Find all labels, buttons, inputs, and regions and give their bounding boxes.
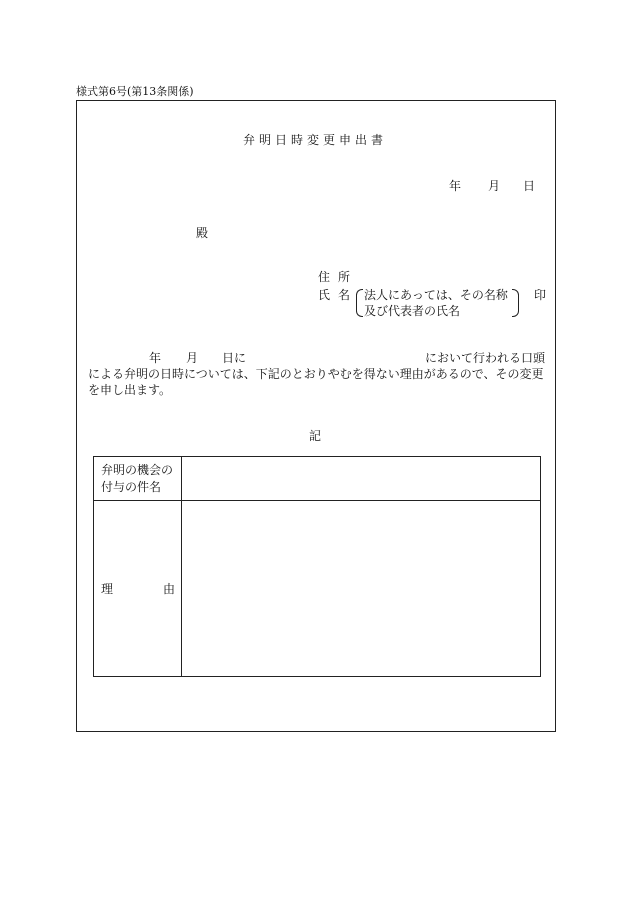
address-label: 住所 (318, 270, 359, 284)
right-bracket (512, 289, 519, 317)
date-month-label: 月 (488, 179, 501, 193)
case-name-label-line1: 弁明の機会の (101, 463, 174, 477)
date-day-label: 日 (523, 179, 536, 193)
reason-label-char2: 由 (163, 582, 176, 596)
body-line1-rest: において行われる口頭 (425, 351, 546, 365)
body-line2: による弁明の日時については、下記のとおりやむを得ない理由があるので、その変更 (88, 367, 544, 381)
body-year-label: 年 (149, 351, 162, 365)
corp-note-line1: 法人にあっては、その名称 (364, 288, 508, 302)
seal-mark: 印 (534, 288, 547, 302)
table-row-divider (94, 500, 540, 501)
case-name-label-line2: 付与の件名 (101, 480, 162, 494)
form-number-label: 様式第6号(第13条関係) (76, 85, 194, 98)
corp-note-line2: 及び代表者の氏名 (364, 304, 461, 318)
body-month-label: 月 (186, 351, 199, 365)
ki-heading: 記 (308, 429, 321, 443)
reason-label-char1: 理 (101, 582, 114, 596)
body-line3: を申し出ます。 (88, 383, 172, 397)
document-title: 弁明日時変更申出書 (242, 133, 387, 147)
left-bracket (356, 289, 363, 317)
name-label: 氏名 (318, 288, 359, 302)
body-day-label: 日に (222, 351, 247, 365)
table-column-divider (181, 457, 182, 676)
addressee-suffix: 殿 (196, 226, 209, 240)
date-year-label: 年 (449, 179, 462, 193)
